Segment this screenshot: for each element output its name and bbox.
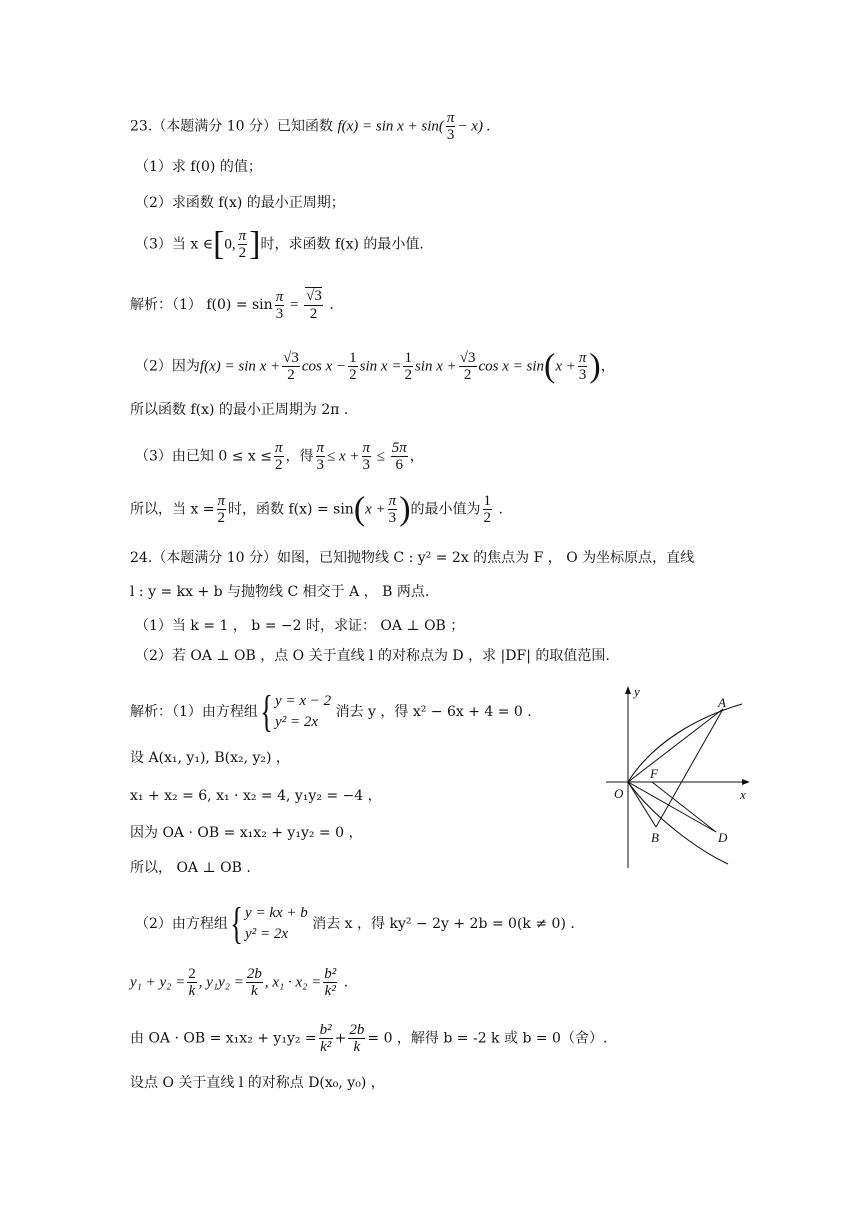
q24-part2: （2）若 OA ⊥ OB ，点 O 关于直线 l 的对称点为 D ，求 |DF| 的取值范围.: [135, 648, 610, 664]
segment-od: [628, 782, 716, 832]
label-x: x: [740, 787, 746, 802]
q23-sol1: 解析：（1） f(0) = sin $\frac{\pi}{3}$ = $\frac{√3}{2}$ .: [130, 288, 334, 322]
q23-sol3-conclusion: 所以，当 x = $\frac{\pi}{2}$ 时，函数 f(x) = sin(x + $\frac{\pi}{3}$ )的最小值为 $\frac{1}{2}$ .: [130, 490, 503, 528]
q23-sol2-conclusion: 所以函数 f(x) 的最小正周期为 2π .: [130, 402, 349, 418]
label-f: F: [650, 766, 658, 781]
segment-fd: [652, 782, 716, 832]
q23-part3: （3）当 x ∈[0, $\frac{\pi}{2}$ ]时，求函数 f(x) 的最小值.: [135, 225, 424, 263]
q23-part1: （1）求 f(0) 的值；: [135, 159, 262, 175]
q24-sol1-line4: 因为 OA · OB = x₁x₂ + y₁y₂ = 0 ，: [130, 825, 363, 841]
q24-sol2: （2）由方程组{ y = kx + b y² = 2x 消去 x ，得 ky² − 2y + 2b = 0(k ≠ 0) .: [135, 899, 575, 948]
x-axis-arrow: [742, 779, 750, 785]
q24-title-line2: l : y = kx + b 与抛物线 C 相交于 A ， B 两点.: [130, 584, 430, 600]
q23-sol3: （3）由已知 0 ≤ x ≤ $\frac{\pi}{2}$ ，得 $\frac{\pi}{3}$ ≤ x + $\frac{\pi}{3}$ ≤ $\frac{5\pi}{6}$ ，: [135, 440, 424, 473]
q23-sol2: （2）因为f(x) = sin x + $\frac{√3}{2}$ cos x − $\frac{1}{2}$ sin x = $\frac{1}{2}$ sin x + $\frac{√3}{2}$ cos x = sin(x + $\frac{\pi}{3}$ )，: [135, 347, 615, 385]
q24-sol1-line2: 设 A(x₁, y₁), B(x₂, y₂) ，: [130, 750, 290, 766]
q23-part2: （2）求函数 f(x) 的最小正周期；: [135, 195, 345, 211]
q24-sol2-line3: 由 OA · OB = x₁x₂ + y₁y₂ = $\frac{\text{b²}}{\text{k²}}$ + $\frac{2b}{k}$ = 0 ，解得 b = -2 k 或 b = 0（舍）.: [130, 1022, 608, 1055]
label-y: y: [634, 684, 640, 699]
q24-sol1-line3: x₁ + x₂ = 6, x₁ · x₂ = 4, y₁y₂ = −4 ，: [130, 788, 382, 804]
q24-part1: （1）当 k = 1 ， b = −2 时，求证： OA ⊥ OB ；: [135, 618, 465, 634]
segment-oa: [628, 709, 723, 782]
q24-title: 24.（本题满分 10 分）如图，已知抛物线 C : y² = 2x 的焦点为 F ， O 为坐标原点，直线: [130, 550, 695, 566]
line-ab: [656, 709, 723, 827]
parabola-figure: [598, 682, 758, 872]
label-d: D: [718, 830, 728, 845]
y-axis-arrow: [625, 686, 631, 694]
q24-sol2-line4: 设点 O 关于直线 l 的对称点 D(x₀, y₀) ，: [130, 1075, 385, 1091]
label-o: O: [614, 786, 624, 801]
q24-sol2-line2: y₁ + y₂ = $\frac{2}{k}$ , y₁y₂ = $\frac{2b}{k}$ , x₁ · x₂ = $\frac{\text{b²}}{\text{k²}}$ .: [130, 966, 349, 999]
label-a: A: [718, 695, 726, 710]
label-b: B: [651, 830, 659, 845]
segment-ob: [628, 782, 656, 827]
q24-sol1-line5: 所以， OA ⊥ OB .: [130, 860, 251, 876]
q23-title: 23.（本题满分 10 分）已知函数 f(x) = sin x + sin( $\frac{\pi}{3}$ − x) .: [130, 110, 491, 143]
q24-sol1: 解析：（1）由方程组{ y = x − 2 y² = 2x 消去 y ，得 x² − 6x + 4 = 0 .: [130, 687, 532, 736]
